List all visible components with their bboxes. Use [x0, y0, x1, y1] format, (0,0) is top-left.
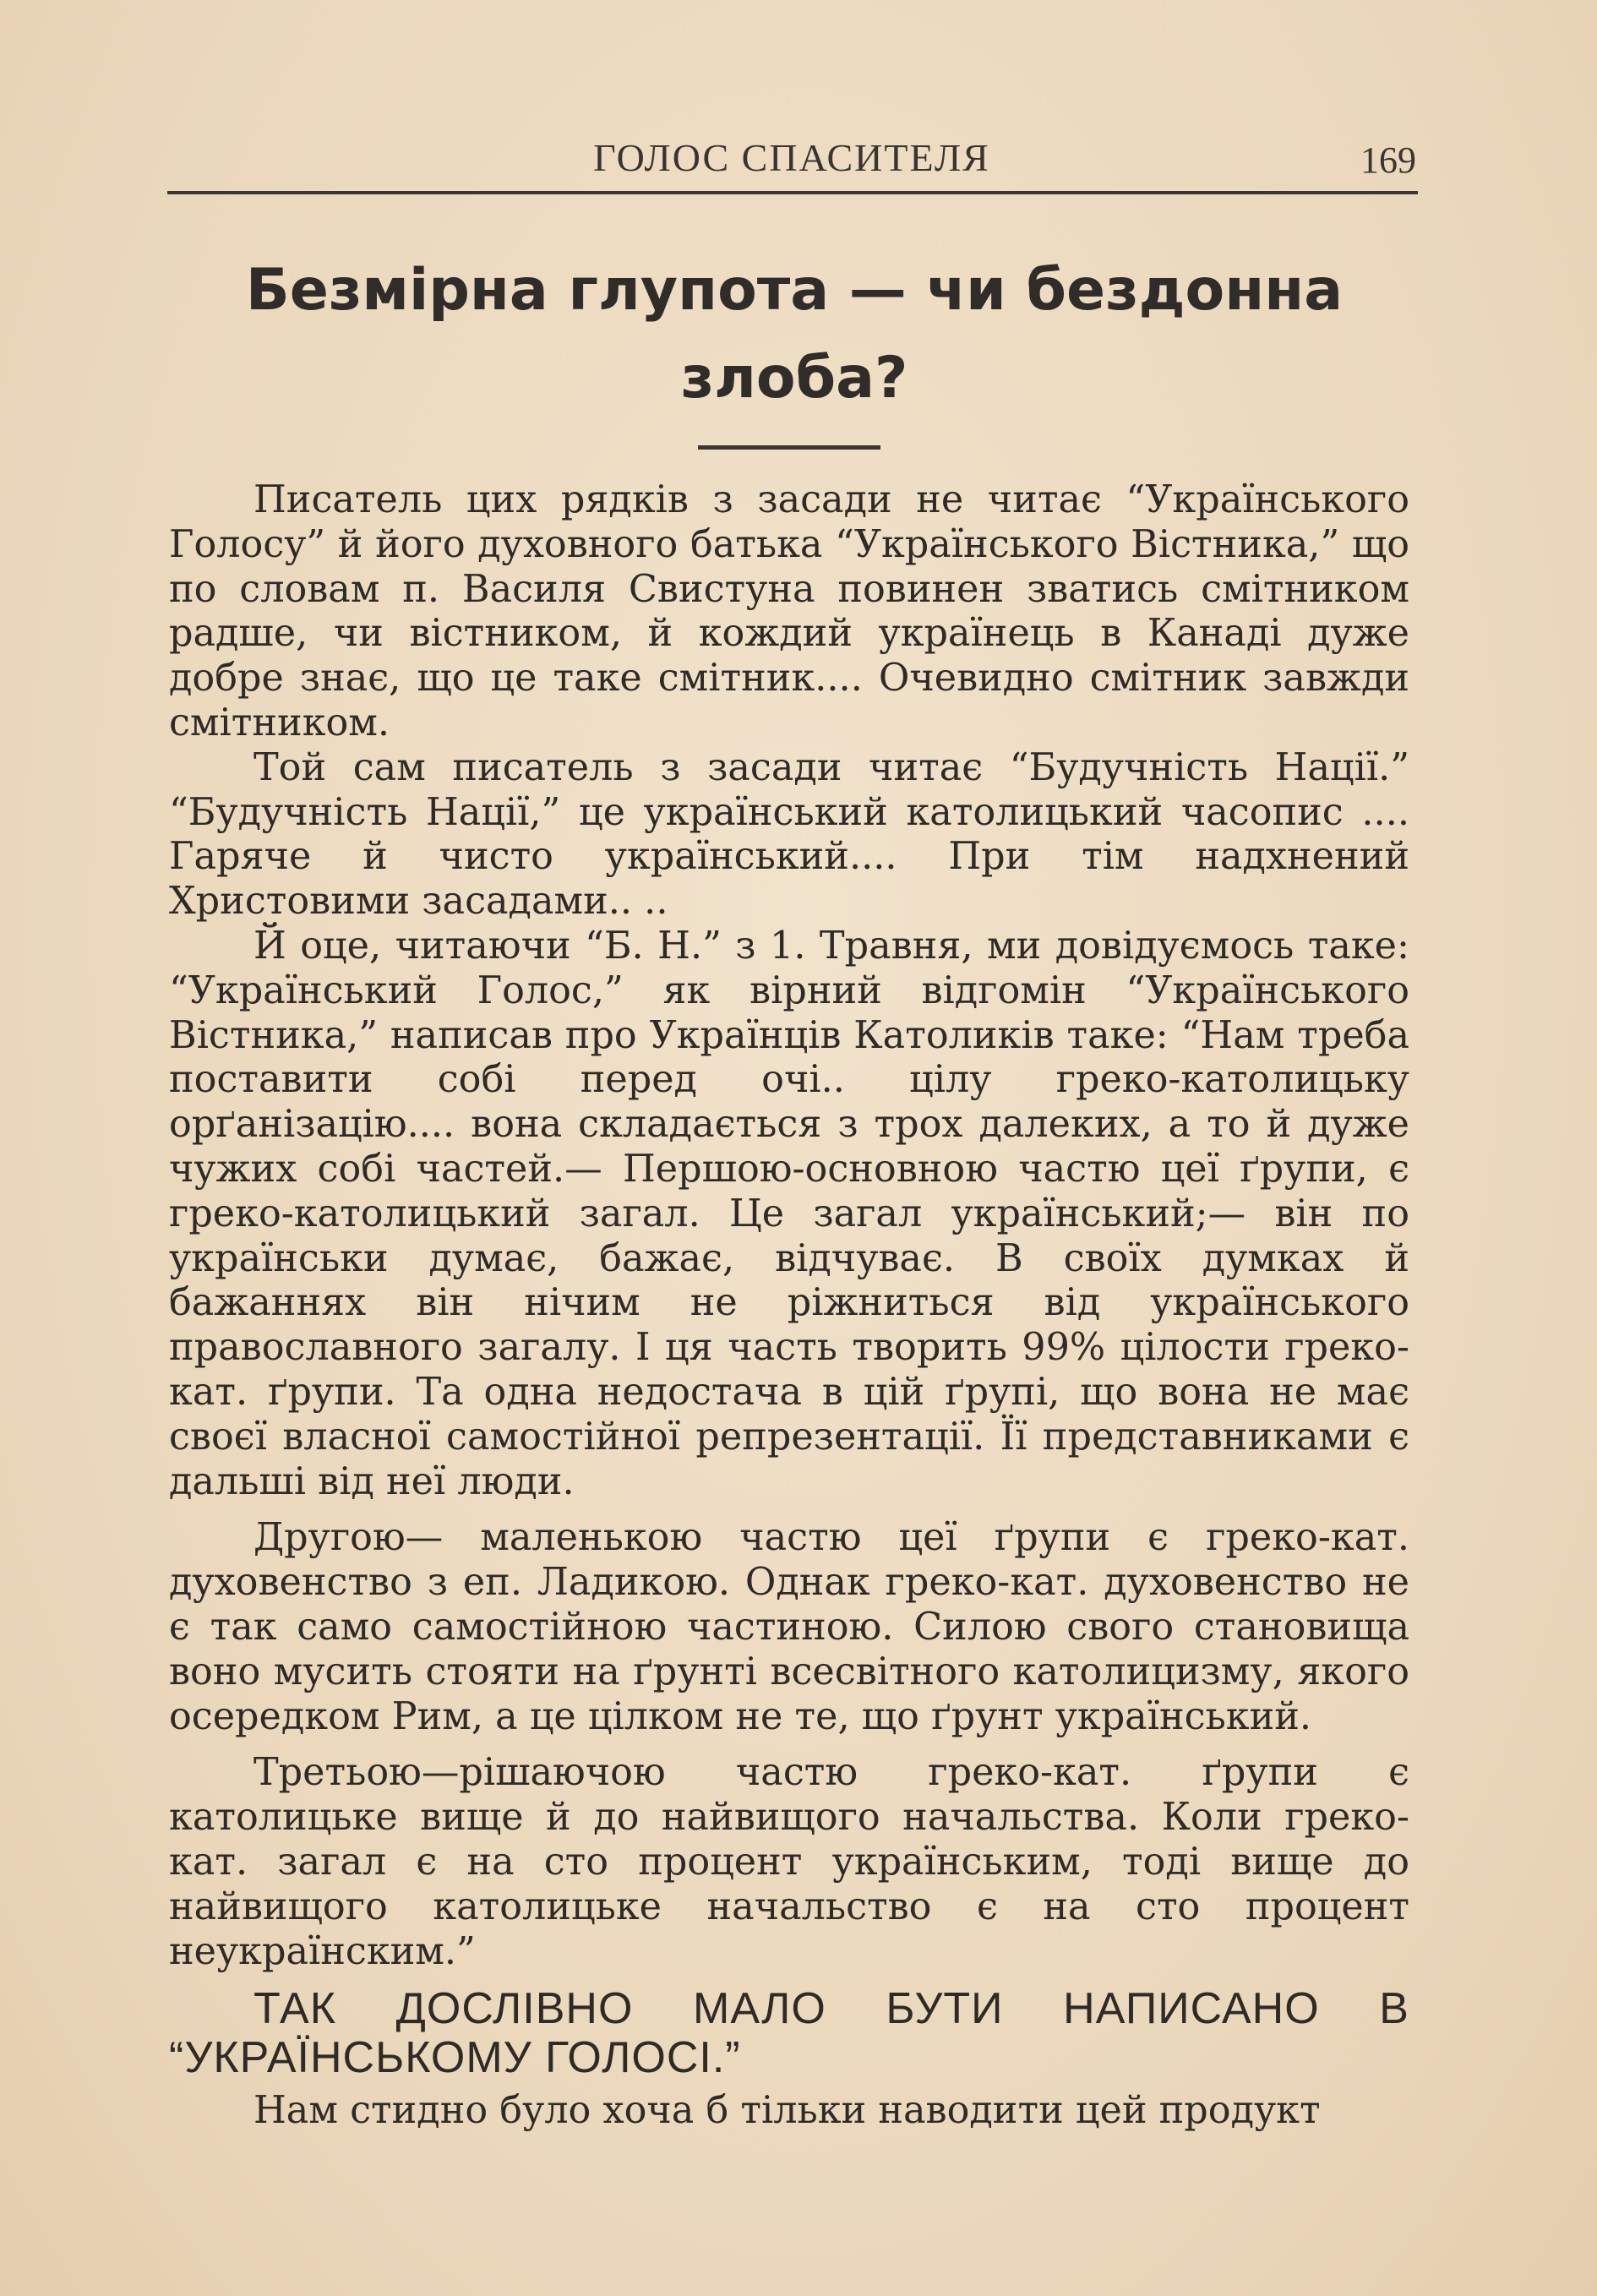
running-head	[167, 135, 1416, 186]
running-title: ГОЛОС СПАСИТЕЛЯ	[593, 136, 990, 179]
article-title: Безмірна глупота — чи бездонна злоба?	[245, 257, 1344, 412]
paragraph: Третьою—рішаючою частю греко-кат. ґрупи є католицьке вище й до найвищого начальства. Коли греко-кат. загал є на сто процент українським, тоді вище до найвищого католицьке начальство є на сто процент неукраїнским.”	[169, 1751, 1409, 1973]
paragraph: Писатель цих рядків з засади не читає “Українського Голосу” й його духовного батька “Українського Вістника,” що по словам п. Василя Свистуна повинен зватись смітником радше, чи вістником, й кождий українець в Канаді дуже добре знає, що це таке смітник.... Очевидно смітник завжди смітником.	[169, 478, 1409, 744]
paragraph: Й оце, читаючи “Б. Н.” з 1. Травня, ми довідуємось таке: “Український Голос,” як вірний відгомін “Українського Вістника,” написав про Українців Католиків таке: “Нам треба поставити собі перед очі.. цілу греко-католицьку орґанізацію.... вона складається з трох далеких, а то й дуже чужих собі частей.— Першою-основною частю цеї ґрупи, є греко-католицький загал. Це загал український;— він по українськи думає, бажає, відчуває. В своїх думках й бажаннях він нічим не ріжниться від українського православного загалу. І ця часть творить 99% цілости греко-кат. ґрупи. Та одна недостача в цій ґрупі, що вона не має своєї власної самостійної репрезентації. Її представниками є дальші від неї люди.	[169, 924, 1409, 1503]
title-divider	[698, 445, 880, 450]
header-divider	[167, 191, 1418, 194]
paragraph-continued: Нам стидно було хоча б тільки наводити цей продукт	[253, 2089, 1321, 2133]
paragraph: Той сам писатель з засади читає “Будучність Нації.” “Будучність Нації,” це український католицький часопис .... Гаряче й чисто український.... При тім надхнений Христовими засадами.. ..	[169, 745, 1409, 924]
article-body	[169, 478, 1409, 2134]
paragraph: Другою— маленькою частю цеї ґрупи є греко-кат. духовенство з еп. Ладикою. Однак греко-кат. духовенство не є так само самостійною частиною. Силою свого становища воно мусить стояти на ґрунті всесвітного католицизму, якого осередком Рим, а це цілком не те, що ґрунт український.	[169, 1516, 1409, 1738]
caps-statement: ТАК ДОСЛІВНО МАЛО БУТИ НАПИСАНО В “УКРАЇНСЬКОМУ ГОЛОСІ.”	[169, 1984, 1409, 2083]
page-number: 169	[1360, 139, 1416, 181]
